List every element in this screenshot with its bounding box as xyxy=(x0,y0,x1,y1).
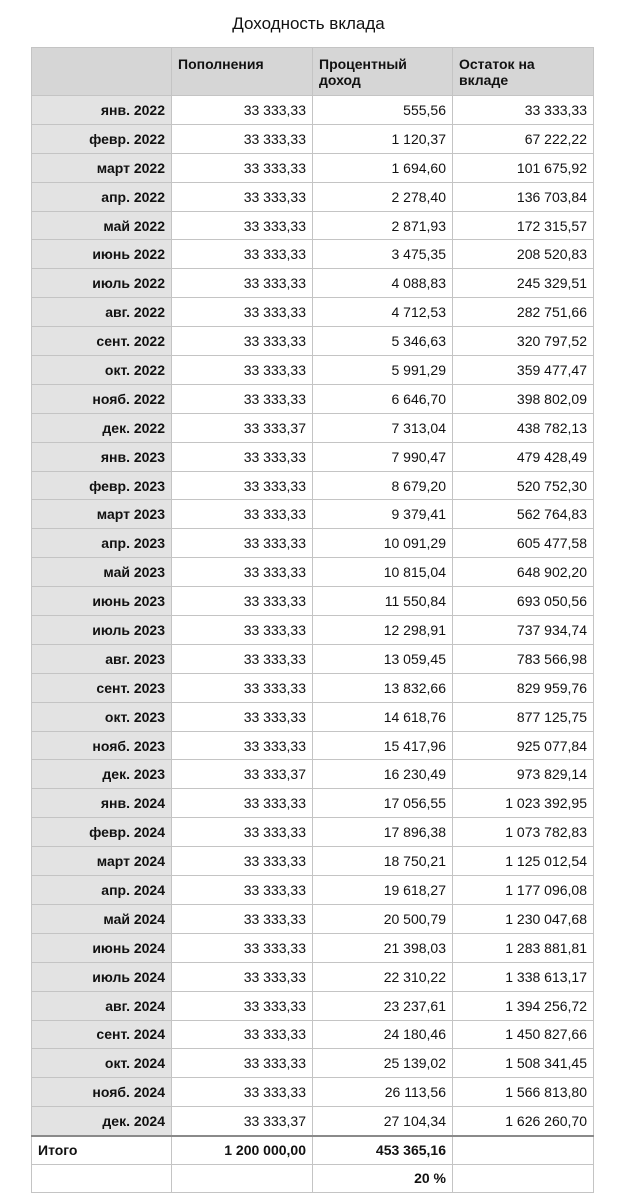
row-deposit: 33 333,33 xyxy=(172,933,313,962)
row-period: февр. 2023 xyxy=(32,471,172,500)
page-title: Доходность вклада xyxy=(232,14,385,33)
table-header xyxy=(32,48,594,96)
row-interest: 8 679,20 xyxy=(313,471,453,500)
row-balance: 1 450 827,66 xyxy=(453,1020,594,1049)
table-row xyxy=(32,1049,594,1078)
row-interest: 2 871,93 xyxy=(313,211,453,240)
table-row xyxy=(32,413,594,442)
row-balance: 1 177 096,08 xyxy=(453,876,594,905)
row-interest: 13 832,66 xyxy=(313,673,453,702)
totals-row xyxy=(32,1136,594,1165)
row-balance: 1 338 613,17 xyxy=(453,962,594,991)
table-row xyxy=(32,904,594,933)
row-deposit: 33 333,37 xyxy=(172,760,313,789)
row-period: май 2024 xyxy=(32,904,172,933)
row-period: июль 2023 xyxy=(32,616,172,645)
row-balance: 877 125,75 xyxy=(453,702,594,731)
row-deposit: 33 333,33 xyxy=(172,240,313,269)
table-row xyxy=(32,442,594,471)
row-balance: 172 315,57 xyxy=(453,211,594,240)
row-deposit: 33 333,33 xyxy=(172,269,313,298)
row-balance: 1 626 260,70 xyxy=(453,1107,594,1136)
row-interest: 15 417,96 xyxy=(313,731,453,760)
row-balance: 398 802,09 xyxy=(453,384,594,413)
rate-balance xyxy=(453,1164,594,1193)
row-interest: 21 398,03 xyxy=(313,933,453,962)
row-deposit: 33 333,33 xyxy=(172,124,313,153)
header-interest: Процентный доход xyxy=(313,48,453,96)
row-interest: 7 313,04 xyxy=(313,413,453,442)
row-deposit: 33 333,33 xyxy=(172,558,313,587)
rate-value: 20 % xyxy=(313,1164,453,1193)
row-deposit: 33 333,33 xyxy=(172,471,313,500)
row-period: нояб. 2023 xyxy=(32,731,172,760)
row-deposit: 33 333,33 xyxy=(172,616,313,645)
row-deposit: 33 333,33 xyxy=(172,1049,313,1078)
row-interest: 3 475,35 xyxy=(313,240,453,269)
row-deposit: 33 333,33 xyxy=(172,211,313,240)
row-balance: 33 333,33 xyxy=(453,96,594,125)
row-period: май 2023 xyxy=(32,558,172,587)
row-deposit: 33 333,33 xyxy=(172,731,313,760)
table-row xyxy=(32,847,594,876)
table-row xyxy=(32,471,594,500)
table-row xyxy=(32,153,594,182)
row-deposit: 33 333,33 xyxy=(172,1020,313,1049)
row-balance: 783 566,98 xyxy=(453,644,594,673)
row-deposit: 33 333,37 xyxy=(172,1107,313,1136)
row-deposit: 33 333,33 xyxy=(172,182,313,211)
row-deposit: 33 333,33 xyxy=(172,442,313,471)
table-row xyxy=(32,327,594,356)
row-interest: 23 237,61 xyxy=(313,991,453,1020)
table-row xyxy=(32,876,594,905)
header-period xyxy=(32,48,172,96)
row-deposit: 33 333,33 xyxy=(172,96,313,125)
row-interest: 19 618,27 xyxy=(313,876,453,905)
row-deposit: 33 333,33 xyxy=(172,327,313,356)
row-balance: 438 782,13 xyxy=(453,413,594,442)
row-interest: 5 346,63 xyxy=(313,327,453,356)
row-deposit: 33 333,33 xyxy=(172,673,313,702)
row-balance: 520 752,30 xyxy=(453,471,594,500)
table-row xyxy=(32,298,594,327)
row-balance: 67 222,22 xyxy=(453,124,594,153)
row-deposit: 33 333,33 xyxy=(172,962,313,991)
totals-balance xyxy=(453,1136,594,1165)
table-row xyxy=(32,558,594,587)
table-row xyxy=(32,644,594,673)
row-deposit: 33 333,33 xyxy=(172,818,313,847)
row-balance: 737 934,74 xyxy=(453,616,594,645)
table-row xyxy=(32,269,594,298)
row-period: февр. 2024 xyxy=(32,818,172,847)
row-interest: 27 104,34 xyxy=(313,1107,453,1136)
rate-row xyxy=(32,1164,594,1193)
row-balance: 973 829,14 xyxy=(453,760,594,789)
row-interest: 26 113,56 xyxy=(313,1078,453,1107)
row-interest: 20 500,79 xyxy=(313,904,453,933)
table-row xyxy=(32,731,594,760)
table-footer xyxy=(32,1136,594,1193)
row-period: авг. 2024 xyxy=(32,991,172,1020)
row-deposit: 33 333,33 xyxy=(172,904,313,933)
row-period: янв. 2022 xyxy=(32,96,172,125)
row-period: янв. 2024 xyxy=(32,789,172,818)
row-period: нояб. 2022 xyxy=(32,384,172,413)
row-interest: 17 056,55 xyxy=(313,789,453,818)
row-deposit: 33 333,33 xyxy=(172,384,313,413)
row-period: июнь 2023 xyxy=(32,587,172,616)
row-interest: 1 694,60 xyxy=(313,153,453,182)
row-period: сент. 2022 xyxy=(32,327,172,356)
row-interest: 17 896,38 xyxy=(313,818,453,847)
row-interest: 13 059,45 xyxy=(313,644,453,673)
row-deposit: 33 333,33 xyxy=(172,702,313,731)
row-period: сент. 2024 xyxy=(32,1020,172,1049)
table-row xyxy=(32,1020,594,1049)
table-row xyxy=(32,182,594,211)
row-period: июль 2022 xyxy=(32,269,172,298)
row-interest: 25 139,02 xyxy=(313,1049,453,1078)
row-deposit: 33 333,33 xyxy=(172,500,313,529)
row-interest: 10 091,29 xyxy=(313,529,453,558)
row-period: июль 2024 xyxy=(32,962,172,991)
row-interest: 14 618,76 xyxy=(313,702,453,731)
row-period: окт. 2023 xyxy=(32,702,172,731)
row-balance: 1 073 782,83 xyxy=(453,818,594,847)
row-period: апр. 2023 xyxy=(32,529,172,558)
row-balance: 136 703,84 xyxy=(453,182,594,211)
row-interest: 1 120,37 xyxy=(313,124,453,153)
row-period: март 2022 xyxy=(32,153,172,182)
totals-deposits: 1 200 000,00 xyxy=(172,1136,313,1165)
row-balance: 359 477,47 xyxy=(453,356,594,385)
row-interest: 5 991,29 xyxy=(313,356,453,385)
row-interest: 4 712,53 xyxy=(313,298,453,327)
totals-label: Итого xyxy=(32,1136,172,1165)
row-interest: 4 088,83 xyxy=(313,269,453,298)
deposit-table xyxy=(31,47,594,1193)
row-period: дек. 2023 xyxy=(32,760,172,789)
row-period: март 2023 xyxy=(32,500,172,529)
row-deposit: 33 333,33 xyxy=(172,529,313,558)
row-deposit: 33 333,33 xyxy=(172,1078,313,1107)
row-balance: 1 023 392,95 xyxy=(453,789,594,818)
row-interest: 24 180,46 xyxy=(313,1020,453,1049)
table-row xyxy=(32,702,594,731)
row-balance: 282 751,66 xyxy=(453,298,594,327)
row-deposit: 33 333,33 xyxy=(172,847,313,876)
row-balance: 1 230 047,68 xyxy=(453,904,594,933)
row-balance: 562 764,83 xyxy=(453,500,594,529)
row-period: апр. 2024 xyxy=(32,876,172,905)
row-balance: 925 077,84 xyxy=(453,731,594,760)
table-row xyxy=(32,356,594,385)
row-deposit: 33 333,33 xyxy=(172,644,313,673)
table-row xyxy=(32,789,594,818)
table-row xyxy=(32,529,594,558)
row-balance: 1 566 813,80 xyxy=(453,1078,594,1107)
row-balance: 101 675,92 xyxy=(453,153,594,182)
row-deposit: 33 333,33 xyxy=(172,789,313,818)
row-period: июнь 2024 xyxy=(32,933,172,962)
table-row xyxy=(32,933,594,962)
row-period: март 2024 xyxy=(32,847,172,876)
table-row xyxy=(32,673,594,702)
row-balance: 1 125 012,54 xyxy=(453,847,594,876)
row-period: май 2022 xyxy=(32,211,172,240)
row-period: окт. 2024 xyxy=(32,1049,172,1078)
row-period: дек. 2022 xyxy=(32,413,172,442)
row-interest: 18 750,21 xyxy=(313,847,453,876)
row-period: авг. 2022 xyxy=(32,298,172,327)
rate-deposits xyxy=(172,1164,313,1193)
header-balance: Остаток на вкладе xyxy=(453,48,594,96)
header-deposits: Пополнения xyxy=(172,48,313,96)
row-interest: 6 646,70 xyxy=(313,384,453,413)
row-balance: 479 428,49 xyxy=(453,442,594,471)
row-interest: 22 310,22 xyxy=(313,962,453,991)
table-row xyxy=(32,1107,594,1136)
row-period: февр. 2022 xyxy=(32,124,172,153)
row-interest: 16 230,49 xyxy=(313,760,453,789)
table-body xyxy=(32,96,594,1136)
row-balance: 1 508 341,45 xyxy=(453,1049,594,1078)
row-interest: 555,56 xyxy=(313,96,453,125)
row-balance: 320 797,52 xyxy=(453,327,594,356)
row-period: авг. 2023 xyxy=(32,644,172,673)
row-deposit: 33 333,33 xyxy=(172,153,313,182)
row-balance: 693 050,56 xyxy=(453,587,594,616)
row-deposit: 33 333,33 xyxy=(172,876,313,905)
table-row xyxy=(32,616,594,645)
table-row xyxy=(32,1078,594,1107)
row-period: окт. 2022 xyxy=(32,356,172,385)
row-balance: 829 959,76 xyxy=(453,673,594,702)
row-deposit: 33 333,33 xyxy=(172,298,313,327)
row-period: дек. 2024 xyxy=(32,1107,172,1136)
table-row xyxy=(32,240,594,269)
row-interest: 7 990,47 xyxy=(313,442,453,471)
row-deposit: 33 333,33 xyxy=(172,356,313,385)
table-row xyxy=(32,500,594,529)
table-row xyxy=(32,384,594,413)
table-row xyxy=(32,587,594,616)
row-balance: 208 520,83 xyxy=(453,240,594,269)
row-balance: 648 902,20 xyxy=(453,558,594,587)
table-row xyxy=(32,96,594,125)
totals-interest: 453 365,16 xyxy=(313,1136,453,1165)
row-balance: 605 477,58 xyxy=(453,529,594,558)
table-row xyxy=(32,124,594,153)
row-interest: 10 815,04 xyxy=(313,558,453,587)
table-row xyxy=(32,760,594,789)
table-row xyxy=(32,211,594,240)
row-period: янв. 2023 xyxy=(32,442,172,471)
row-balance: 1 283 881,81 xyxy=(453,933,594,962)
table-row xyxy=(32,818,594,847)
row-deposit: 33 333,37 xyxy=(172,413,313,442)
row-period: нояб. 2024 xyxy=(32,1078,172,1107)
rate-label xyxy=(32,1164,172,1193)
row-interest: 11 550,84 xyxy=(313,587,453,616)
row-period: апр. 2022 xyxy=(32,182,172,211)
row-interest: 2 278,40 xyxy=(313,182,453,211)
table-row xyxy=(32,962,594,991)
row-balance: 1 394 256,72 xyxy=(453,991,594,1020)
row-period: июнь 2022 xyxy=(32,240,172,269)
row-interest: 9 379,41 xyxy=(313,500,453,529)
row-deposit: 33 333,33 xyxy=(172,587,313,616)
row-interest: 12 298,91 xyxy=(313,616,453,645)
row-period: сент. 2023 xyxy=(32,673,172,702)
row-deposit: 33 333,33 xyxy=(172,991,313,1020)
row-balance: 245 329,51 xyxy=(453,269,594,298)
table-row xyxy=(32,991,594,1020)
